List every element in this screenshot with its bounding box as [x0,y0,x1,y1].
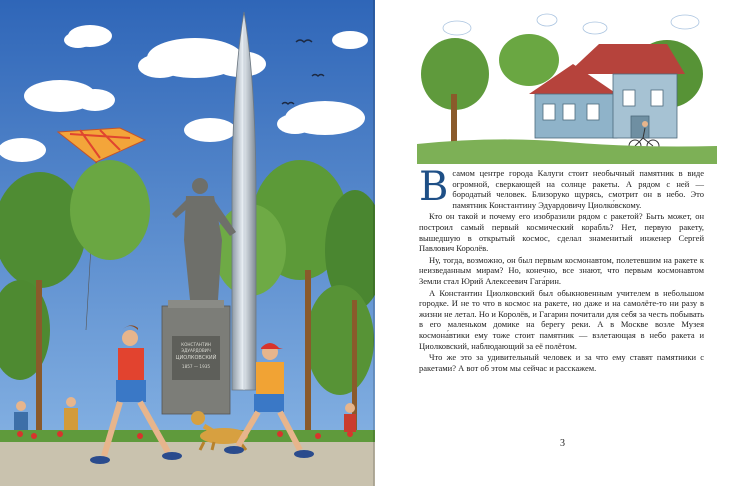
paragraph: Кто он такой и почему его изобразили рядом с ракетой? Быть может, он построил самый первый космический корабль? Нет, первую ракету, вышедшую в открытый космос, сделал знаменитый инженер Сергей Павлович Королёв. [419,211,704,254]
tsiolkovsky-house-illustration [417,4,717,164]
paragraph: А Константин Циолковский был обыкновенным учителем в небольшом городке. И не то что в космос на ракете, но даже и на самолёте-то ни разу в жизни не летал. Но и Королёв, и Гагарин почитали для себя за честь побывать в его маленьком домике на берегу реки. А в Москве возле Музея космона́втики ему тоже стоит памятник — взлетающая в небо ракета и Циолковский, наблюдающий за её полётом. [419,287,704,351]
plaque-line: ЭДУАРДОВИЧ [181,348,211,353]
page-number: 3 [560,438,565,449]
plaque-line: 1857 — 1935 [181,364,211,369]
header-clouds [443,14,699,35]
plaque-line: ЦИОЛКОВСКИЙ [175,355,217,361]
paragraph: Что же это за удивительный человек и за что ему ставят памятники с ракетами? А вот об этом мы сейчас и расскажем. [419,352,704,373]
paragraph [419,164,704,210]
story-text [419,164,704,374]
path [0,440,375,486]
right-page [375,0,750,486]
paragraph: Ну, тогда, возможно, он был первым космонавтом, полетевшим на ракете к неизведанным мирам? Но, конечно, все знают, что первым космонавтом Земли стал Юрий Алексеевич Гага́рин. [419,254,704,286]
house-lawn [417,139,717,164]
dropcap: В [419,164,449,210]
paragraph-text: самом центре города Калуги стоит необычный памятник в виде огромной, сверкающей на солнце ракеты. А рядом с ней — бородатый человек. Близоруко щурясь, смотрит он в небо. Это памятник Константину Эдуардовичу Циолко́вскому. [452,168,704,210]
plaque-line: КОНСТАНТИН [181,342,211,347]
